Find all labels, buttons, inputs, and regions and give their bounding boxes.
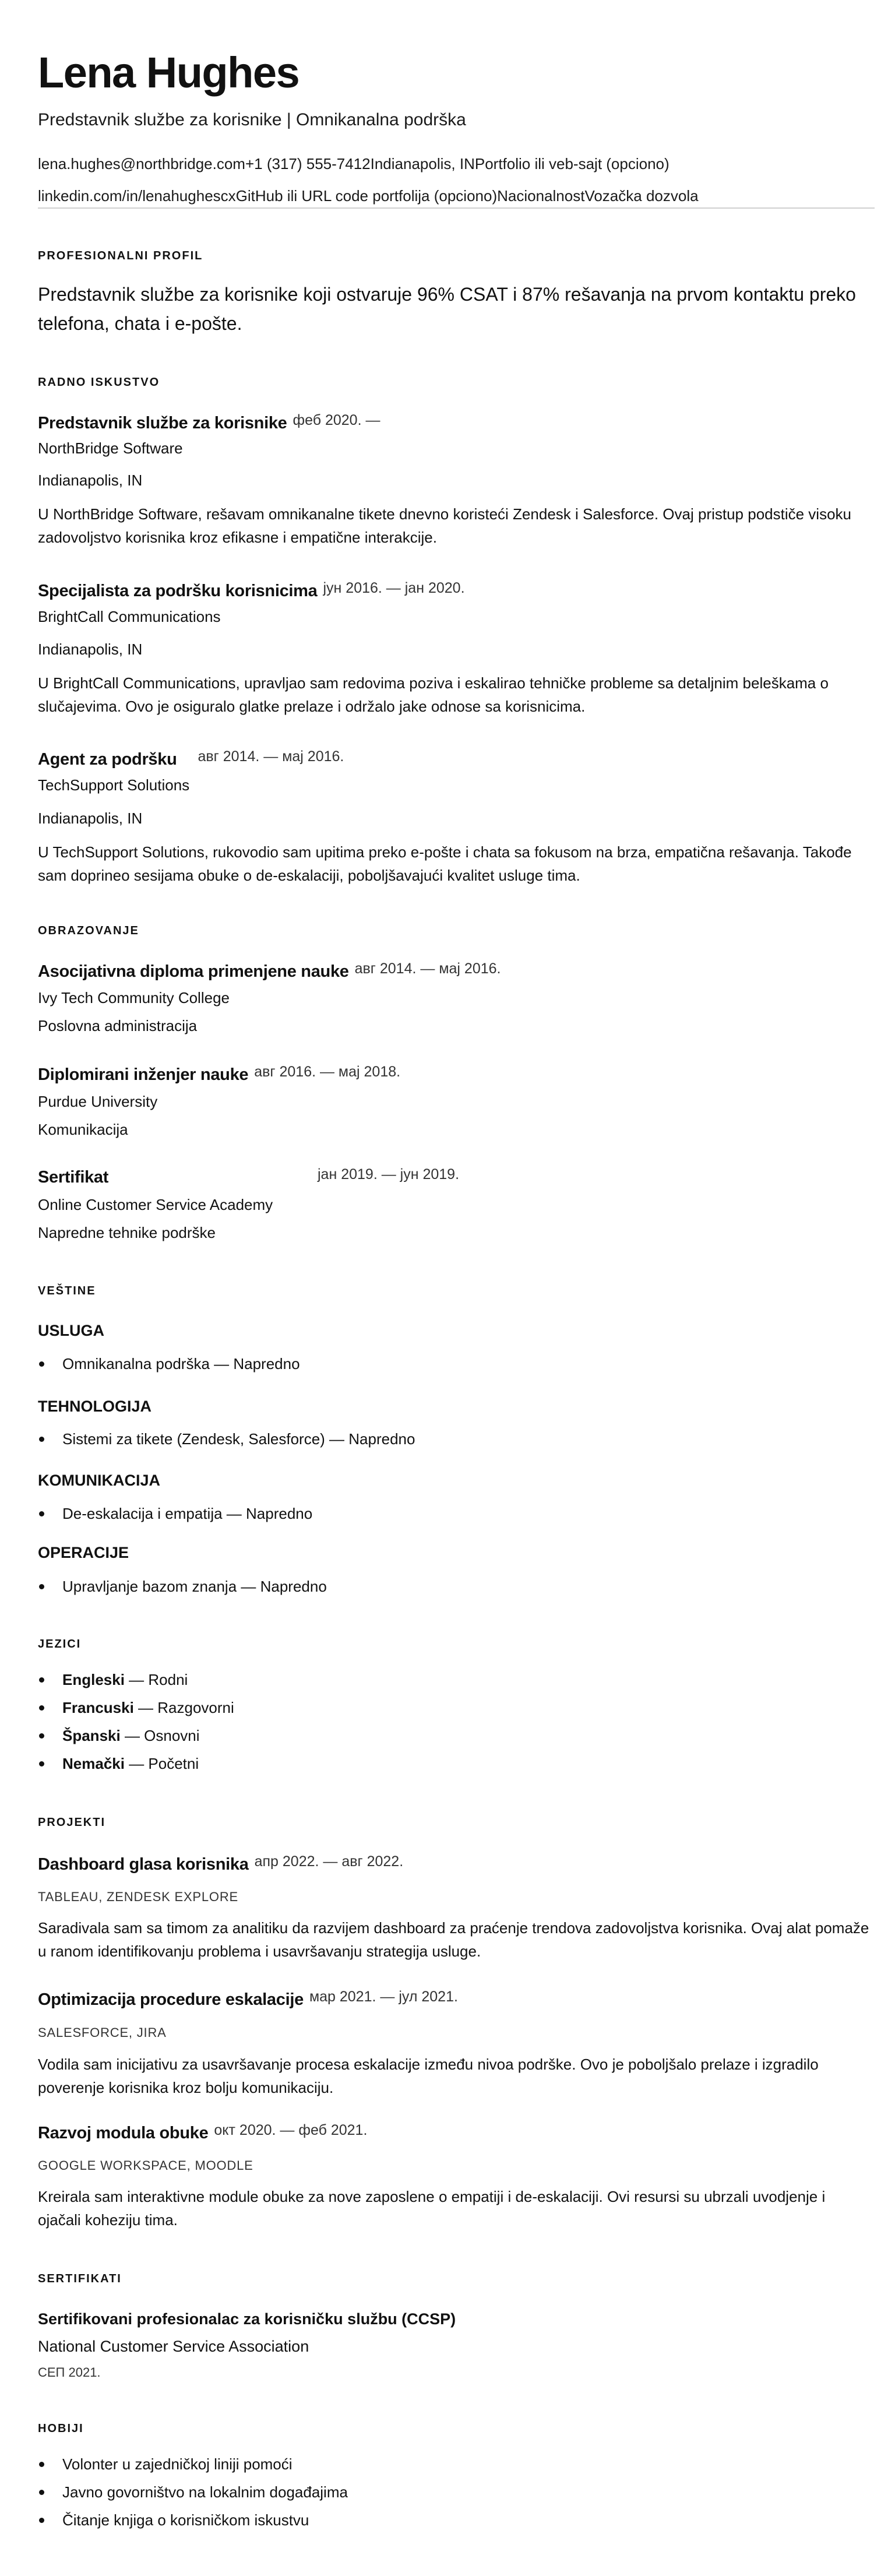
hobby-text: Javno govorništvo na lokalnim događajima [62, 2483, 348, 2501]
section-heading-education: OBRAZOVANJE [38, 924, 139, 937]
drivers-license-text: Vozačka dozvola [584, 187, 699, 205]
degree-title: Sertifikat [38, 1168, 109, 1187]
hobby-item [38, 2506, 877, 2534]
job-title-row [38, 411, 877, 435]
project-tech: GOOGLE WORKSPACE, MOODLE [38, 2158, 253, 2173]
project-title-row [38, 2121, 877, 2145]
certification-name: Sertifikovani profesionalac za korisničku službu (CCSP) [38, 2310, 456, 2328]
hobby-text: Čitanje knjiga o korisničkom iskustvu [62, 2511, 309, 2529]
school-name: Online Customer Service Academy [38, 1196, 273, 1213]
skill-item [38, 1572, 877, 1600]
language-item [38, 1694, 877, 1722]
language-item [38, 1722, 877, 1750]
section-heading-skills: VEŠTINE [38, 1285, 96, 1297]
project-title-row [38, 1853, 877, 1876]
skill-item [38, 1500, 877, 1528]
section-heading-profile: PROFESIONALNI PROFIL [38, 249, 203, 262]
language-list [38, 1666, 877, 1778]
school-name: Purdue University [38, 1093, 158, 1110]
job-location: Indianapolis, IN [38, 641, 143, 658]
project-title: Optimizacija procedure eskalacije [38, 1990, 304, 2009]
skill-text: Omnikanalna podrška — Napredno [62, 1355, 300, 1373]
language-name: Nemački [62, 1755, 125, 1772]
job-company: TechSupport Solutions [38, 776, 190, 794]
bullet-icon [39, 1733, 44, 1739]
job-description: U NorthBridge Software, rešavam omnikanalne tikete dnevno koristeći Zendesk i Salesforce. Ovaj pristup podstiče visoku zadovoljstvo korisnika kroz efikasne i empatične interakcije. [38, 505, 851, 546]
candidate-name: Lena Hughes [38, 48, 299, 97]
certification-issuer: National Customer Service Association [38, 2338, 309, 2355]
bullet-icon [39, 1361, 44, 1367]
section-heading-hobbies: HOBIJI [38, 2422, 84, 2435]
degree-title: Diplomirani inženjer nauke [38, 1065, 249, 1084]
language-item [38, 1750, 877, 1778]
degree-row [38, 1063, 877, 1086]
job-dates: јун 2016. — јан 2020. [323, 580, 465, 596]
job-title: Predstavnik službe za korisnike [38, 414, 287, 432]
skill-text: De-eskalacija i empatija — Napredno [62, 1505, 313, 1522]
skill-text: Sistemi za tikete (Zendesk, Salesforce) — Napredno [62, 1430, 415, 1448]
degree-dates: авг 2014. — мај 2016. [354, 960, 501, 977]
field-of-study: Napredne tehnike podrške [38, 1224, 216, 1241]
skill-list [38, 1425, 877, 1453]
skill-category: OPERACIJE [38, 1544, 129, 1561]
degree-row [38, 1166, 877, 1189]
project-tech: TABLEAU, ZENDESK EXPLORE [38, 1889, 239, 1904]
bullet-icon [39, 1584, 44, 1589]
degree-dates: јан 2019. — јун 2019. [318, 1166, 460, 1183]
language-name: Engleski [62, 1671, 125, 1688]
project-title-row [38, 1988, 877, 2011]
language-name: Francuski [62, 1699, 134, 1716]
candidate-headline: Predstavnik službe za korisnike | Omnikanalna podrška [38, 110, 466, 129]
section-heading-certifications: SERTIFIKATI [38, 2272, 122, 2285]
header-divider [38, 207, 875, 209]
bullet-icon [39, 1705, 44, 1711]
profile-summary: Predstavnik službe za korisnike koji ostvaruje 96% CSAT i 87% rešavanja na prvom kontaktu preko telefona, chata i e-pošte. [38, 284, 856, 334]
degree-dates: авг 2016. — мај 2018. [254, 1064, 401, 1080]
skill-category: USLUGA [38, 1322, 104, 1339]
bullet-icon [39, 1761, 44, 1766]
field-of-study: Poslovna administracija [38, 1017, 198, 1034]
degree-row [38, 960, 877, 983]
project-dates: окт 2020. — феб 2021. [214, 2122, 368, 2138]
field-of-study: Komunikacija [38, 1121, 128, 1138]
project-title: Dashboard glasa korisnika [38, 1855, 249, 1874]
job-title-row [38, 579, 877, 603]
job-title: Specijalista za podršku korisnicima [38, 582, 318, 600]
project-tech: SALESFORCE, JIRA [38, 2025, 167, 2040]
project-title: Razvoj modula obuke [38, 2124, 209, 2142]
skill-text: Upravljanje bazom znanja — Napredno [62, 1578, 327, 1595]
portfolio-link[interactable]: Portfolio ili veb-sajt (opciono) [474, 155, 670, 173]
section-heading-languages: JEZICI [38, 1638, 82, 1651]
language-name: Španski [62, 1727, 121, 1744]
school-name: Ivy Tech Community College [38, 989, 230, 1007]
job-description: U TechSupport Solutions, rukovodio sam upitima preko e-pošte i chata sa fokusom na brza, empatična rešavanja. Takođe sam doprineo sesijama obuke o de-eskalaciji, poboljšavajući kvalitet usluge tima. [38, 843, 852, 884]
section-heading-experience: RADNO ISKUSTVO [38, 376, 160, 389]
bullet-icon [39, 1677, 44, 1683]
job-company: NorthBridge Software [38, 439, 183, 457]
job-title-row [38, 748, 877, 771]
job-company: BrightCall Communications [38, 608, 221, 625]
degree-title: Asocijativna diploma primenjene nauke [38, 962, 349, 981]
language-level: — Rodni [124, 1671, 188, 1688]
skill-list [38, 1350, 877, 1378]
bullet-icon [39, 1511, 44, 1516]
bullet-icon [39, 2518, 44, 2523]
language-level: — Osnovni [120, 1727, 200, 1744]
project-description: Saradivala sam sa timom za analitiku da razvijem dashboard za praćenje trendova zadovoljstva korisnika. Ovaj alat pomaže u ranom identifikovanju problema i usavršavanju strategija usluge. [38, 1919, 869, 1960]
job-dates: феб 2020. — [293, 412, 380, 428]
skill-item [38, 1425, 877, 1453]
project-description: Kreirala sam interaktivne module obuke za nove zaposlene o empatiji i de-eskalaciji. Ovi resursi su ubrzali uvodjenje i ojačali koheziju tima. [38, 2188, 826, 2229]
project-description: Vodila sam inicijativu za usavršavanje procesa eskalacije između nivoa podrške. Ovo je poboljšalo prelaze i izgradilo poverenje korisnika kroz bolju komunikaciju. [38, 2056, 819, 2096]
nationality-text: Nacionalnost [497, 187, 585, 205]
job-location: Indianapolis, IN [38, 810, 143, 827]
skill-item [38, 1350, 877, 1378]
skill-category: KOMUNIKACIJA [38, 1472, 161, 1489]
job-description: U BrightCall Communications, upravljao sam redovima poziva i eskalirao tehničke probleme sa detaljnim beleškama o slučajevima. Ovo je osiguralo glatke prelaze i održalo jake odnose sa korisnicima. [38, 674, 829, 715]
language-level: — Razgovorni [133, 1699, 234, 1716]
bullet-icon [39, 2462, 44, 2467]
bullet-icon [39, 2490, 44, 2495]
links-line [38, 184, 877, 207]
language-level: — Početni [124, 1755, 199, 1772]
certification-date: СЕП 2021. [38, 2365, 101, 2380]
job-title: Agent za podršku [38, 750, 177, 769]
bullet-icon [39, 1437, 44, 1442]
job-dates: авг 2014. — мај 2016. [198, 748, 344, 765]
hobby-text: Volonter u zajedničkoj liniji pomoći [62, 2455, 293, 2473]
linkedin-link[interactable]: linkedin.com/in/lenahughescx [38, 187, 236, 205]
hobby-item [38, 2450, 877, 2478]
project-dates: мар 2021. — јул 2021. [309, 1989, 458, 2005]
skill-category: TEHNOLOGIJA [38, 1398, 152, 1415]
phone-link[interactable]: +1 (317) 555-7412 [245, 155, 371, 173]
language-item [38, 1666, 877, 1694]
contact-line [38, 152, 877, 175]
job-location: Indianapolis, IN [38, 471, 143, 489]
hobby-item [38, 2478, 877, 2506]
github-link[interactable]: GitHub ili URL code portfolija (opciono) [235, 187, 498, 205]
skill-list [38, 1500, 877, 1528]
project-dates: апр 2022. — авг 2022. [254, 1853, 404, 1870]
skill-list [38, 1572, 877, 1600]
location-text: Indianapolis, IN [370, 155, 475, 173]
section-heading-projects: PROJEKTI [38, 1816, 106, 1829]
email-link[interactable]: lena.hughes@northbridge.com [38, 155, 245, 173]
hobby-list [38, 2450, 877, 2534]
